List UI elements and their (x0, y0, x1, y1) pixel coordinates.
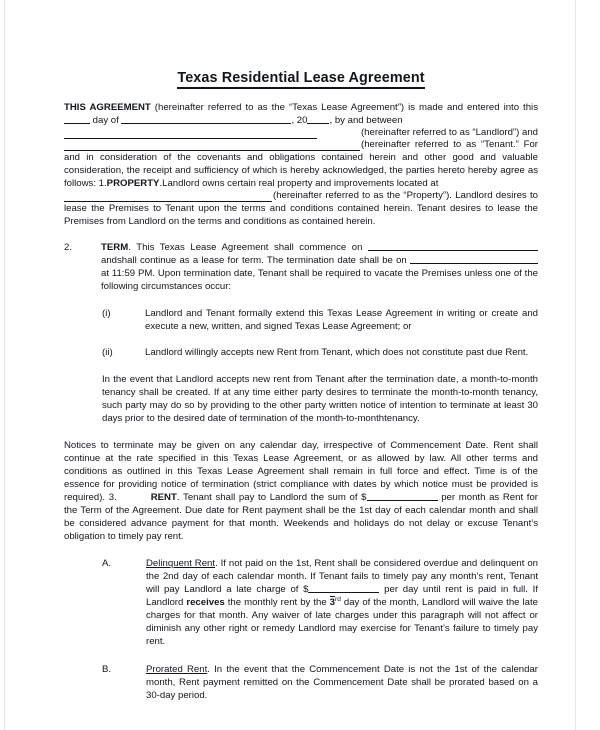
preamble-lead: THIS AGREEMENT (64, 101, 151, 113)
termination-date-blank[interactable] (410, 254, 538, 264)
page-title (64, 71, 538, 87)
term-item-ii-text: Landlord willingly accepts new Rent from Tenant, which does not constitute past due Rent. (145, 346, 529, 358)
section-term (64, 241, 538, 293)
notices-rent-block (64, 439, 538, 543)
preamble-part8: (hereinafter referred to as the “Property”). Landlord desires to lease the Premises to Tenant upon the terms and conditions contained herein. Tenant desires to lease the Premises from Landlord on the terms and conditions as contained herein. (64, 190, 538, 228)
ordinal-suffix: rd (335, 596, 341, 604)
month-to-month-block (64, 373, 538, 425)
landlord-name-blank[interactable] (64, 127, 317, 139)
page-title-text: Texas Residential Lease Agreement (177, 70, 424, 89)
rent-heading: RENT (150, 492, 177, 504)
subsection-a-heading: Delinquent Rent (146, 558, 216, 570)
term-item-i (64, 307, 538, 333)
subsection-b-heading: Prorated Rent (146, 663, 208, 675)
property-address-blank[interactable] (64, 190, 272, 202)
tenant-name-blank[interactable] (64, 139, 360, 151)
preamble-part1: (hereinafter referred to as the “Texas Lease Agreement”) is made and entered into this (150, 101, 538, 113)
landlord-label: (hereinafter referred to as “Landlord”) and (360, 126, 538, 138)
rent-text-b: per month as Rent for the Term of the Agreement. Due date for Rent payment shall be the 1st day of each calendar month and shall be considered advance payment for that month. Weekends and holidays do not delay or excuse Tenant’s obligation to timely pay rent. (64, 492, 539, 543)
section-term-body (101, 241, 538, 293)
subsection-a-text-c: the monthly rent by the (224, 597, 330, 609)
preamble-part3: , 20 (291, 114, 308, 126)
year-blank[interactable] (307, 114, 329, 124)
subsection-a-text-b: per day until rent is paid in full. If Landlord (146, 584, 539, 609)
term-item-ii (64, 346, 538, 359)
subsection-b-marker: B. (102, 663, 112, 675)
subsection-a-body (146, 557, 538, 648)
term-item-i-text: Landlord and Tenant formally extend this Texas Lease Agreement in writing or create and execute a new, written, and signed Texas Lease Agreement; or (145, 307, 538, 332)
subsection-a-text-a: . If not paid on the 1st, Rent shall be considered overdue and delinquent on the 2nd day of each calendar month. If Tenant fails to timely pay any month’s rent, Tenant will pay Landlord a late charge of $ (146, 558, 539, 596)
rent-text-a: . Tenant shall pay to Landlord the sum of $ (176, 492, 367, 504)
ordinal-number: 3 (329, 597, 336, 609)
preamble-part4: , by and between (329, 114, 403, 126)
section-term-number: 2. (64, 242, 73, 254)
document-sheet (64, 0, 538, 702)
subsection-b-text-a: . In the event that the Commencement Date is not the 1st of the calendar month, Rent payment remitted on the Commencement Date shall be prorated based on a 30-day period. (146, 663, 538, 701)
term-item-i-marker: (i) (102, 307, 111, 319)
rent-amount-blank[interactable] (367, 491, 438, 501)
receives-emphasis: receives (186, 597, 225, 609)
preamble-part6: (hereinafter referred to as “Tenant.” For and in consideration of the covenants and obligations contained herein and other good and valuable consideration, the receipt and sufficiency of which is hereby acknowledged, the parties hereto hereby agree as follows: 1. (64, 138, 538, 190)
day-blank[interactable] (64, 114, 90, 124)
preamble-paragraph (64, 101, 538, 127)
preamble-part2: day of (90, 114, 122, 126)
section-term-heading: TERM (101, 242, 129, 254)
notices-rent-paragraph (64, 439, 538, 543)
notices-lead: Notices to terminate may be given on any calendar day, irrespective of Commencement Date. Rent shall continue at the rate specified in this Texas Lease Agreement, or as allowed by law. All other terms and conditions as outlined in this Texas Lease Agreement shall remain in full force and effect. Time is of the essence for providing notice of termination (strict compliance with dates by which notice must be provided is required). 3. (64, 439, 538, 504)
late-charge-blank[interactable] (308, 583, 379, 593)
section-term-text-b: andshall continue as a lease for term. The termination date shall be on (101, 255, 410, 267)
section-term-text-a: . This Texas Lease Agreement shall commence on (128, 242, 368, 254)
subsection-b-body (146, 663, 538, 702)
section-term-text-c: at 11:59 PM. Upon termination date, Tenant shall be required to vacate the Premises unless one of the following circumstances occur: (101, 268, 538, 293)
subsection-b (64, 663, 538, 702)
commencement-date-blank[interactable] (368, 241, 538, 251)
subsection-a-text-d: day of the month, Landlord will waive the late charges for that month. Any waiver of late charges under this paragraph will not affect or diminish any other right or remedy Landlord may exercise for Tenant’s failure to timely pay rent. (146, 597, 538, 648)
subsection-a-marker: A. (102, 558, 112, 570)
property-heading: PROPERTY (106, 178, 160, 190)
term-item-ii-marker: (ii) (102, 346, 113, 358)
preamble-part7: .Landlord owns certain real property and improvements located at (159, 178, 439, 190)
month-blank[interactable] (121, 114, 291, 124)
month-to-month-paragraph: In the event that Landlord accepts new rent from Tenant after the termination date, a month-to-month tenancy shall be created. If at any time either party desires to terminate the month-to-month tenancy, such party may do so by providing to the other party written notice of intention to terminate at least 30 days prior to the desired date of termination of the month-to-monthtenancy. (102, 373, 538, 424)
subsection-a (64, 557, 538, 648)
